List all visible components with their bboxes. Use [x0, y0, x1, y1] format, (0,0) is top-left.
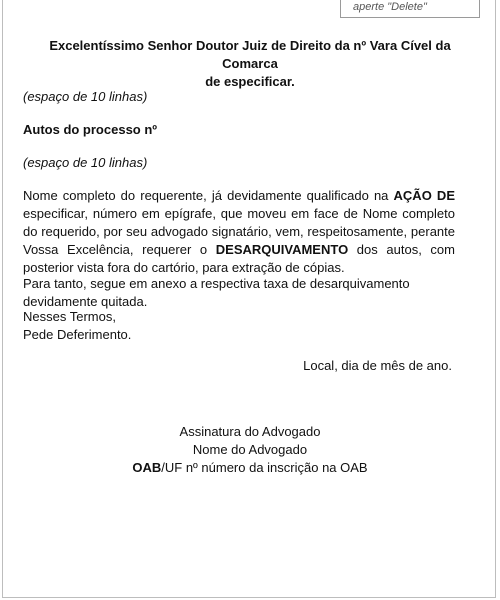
unarchive-request-label: DESARQUIVAMENTO	[215, 242, 349, 257]
closing-line-1: Nesses Termos,	[23, 309, 116, 324]
request-paragraph	[23, 187, 455, 277]
process-number-label: Autos do processo nº	[23, 122, 158, 137]
signature-block	[0, 423, 500, 477]
delete-hint-text: aperte "Delete"	[353, 1, 427, 13]
oab-label: OAB	[132, 460, 162, 475]
closing-block	[23, 308, 455, 344]
heading-line-2: de especificar.	[205, 74, 295, 89]
place-date-line: Local, dia de mês de ano.	[303, 358, 452, 373]
heading-line-1: Excelentíssimo Senhor Doutor Juiz de Direito da nº Vara Cível da Comarca	[49, 38, 451, 71]
closing-line-2: Pede Deferimento.	[23, 327, 132, 342]
space-note-1: (espaço de 10 linhas)	[23, 89, 148, 104]
fee-paragraph: Para tanto, segue em anexo a respectiva taxa de desarquivamento devidamente quitada.	[23, 276, 410, 309]
oab-registration-text: /UF nº número da inscrição na OAB	[161, 460, 368, 475]
request-text-part-2: especificar, número em epígrafe, que moveu em face de Nome completo do requerido, por seu advogado signatário, vem, respeitosamente, perante Vossa Excelência, requerer o	[23, 206, 455, 257]
signature-line-1: Assinatura do Advogado	[179, 424, 321, 439]
request-text-part-1: Nome completo do requerente, já devidamente qualificado na	[23, 188, 394, 203]
signature-line-2: Nome do Advogado	[192, 442, 308, 457]
signature-line-3	[0, 459, 500, 477]
delete-hint-box	[340, 0, 480, 18]
request-text-part-3: dos autos, com posterior vista fora do cartório, para extração de cópias.	[23, 242, 455, 275]
document-heading	[30, 37, 470, 91]
action-label: AÇÃO DE	[393, 188, 455, 203]
space-note-2: (espaço de 10 linhas)	[23, 155, 148, 170]
